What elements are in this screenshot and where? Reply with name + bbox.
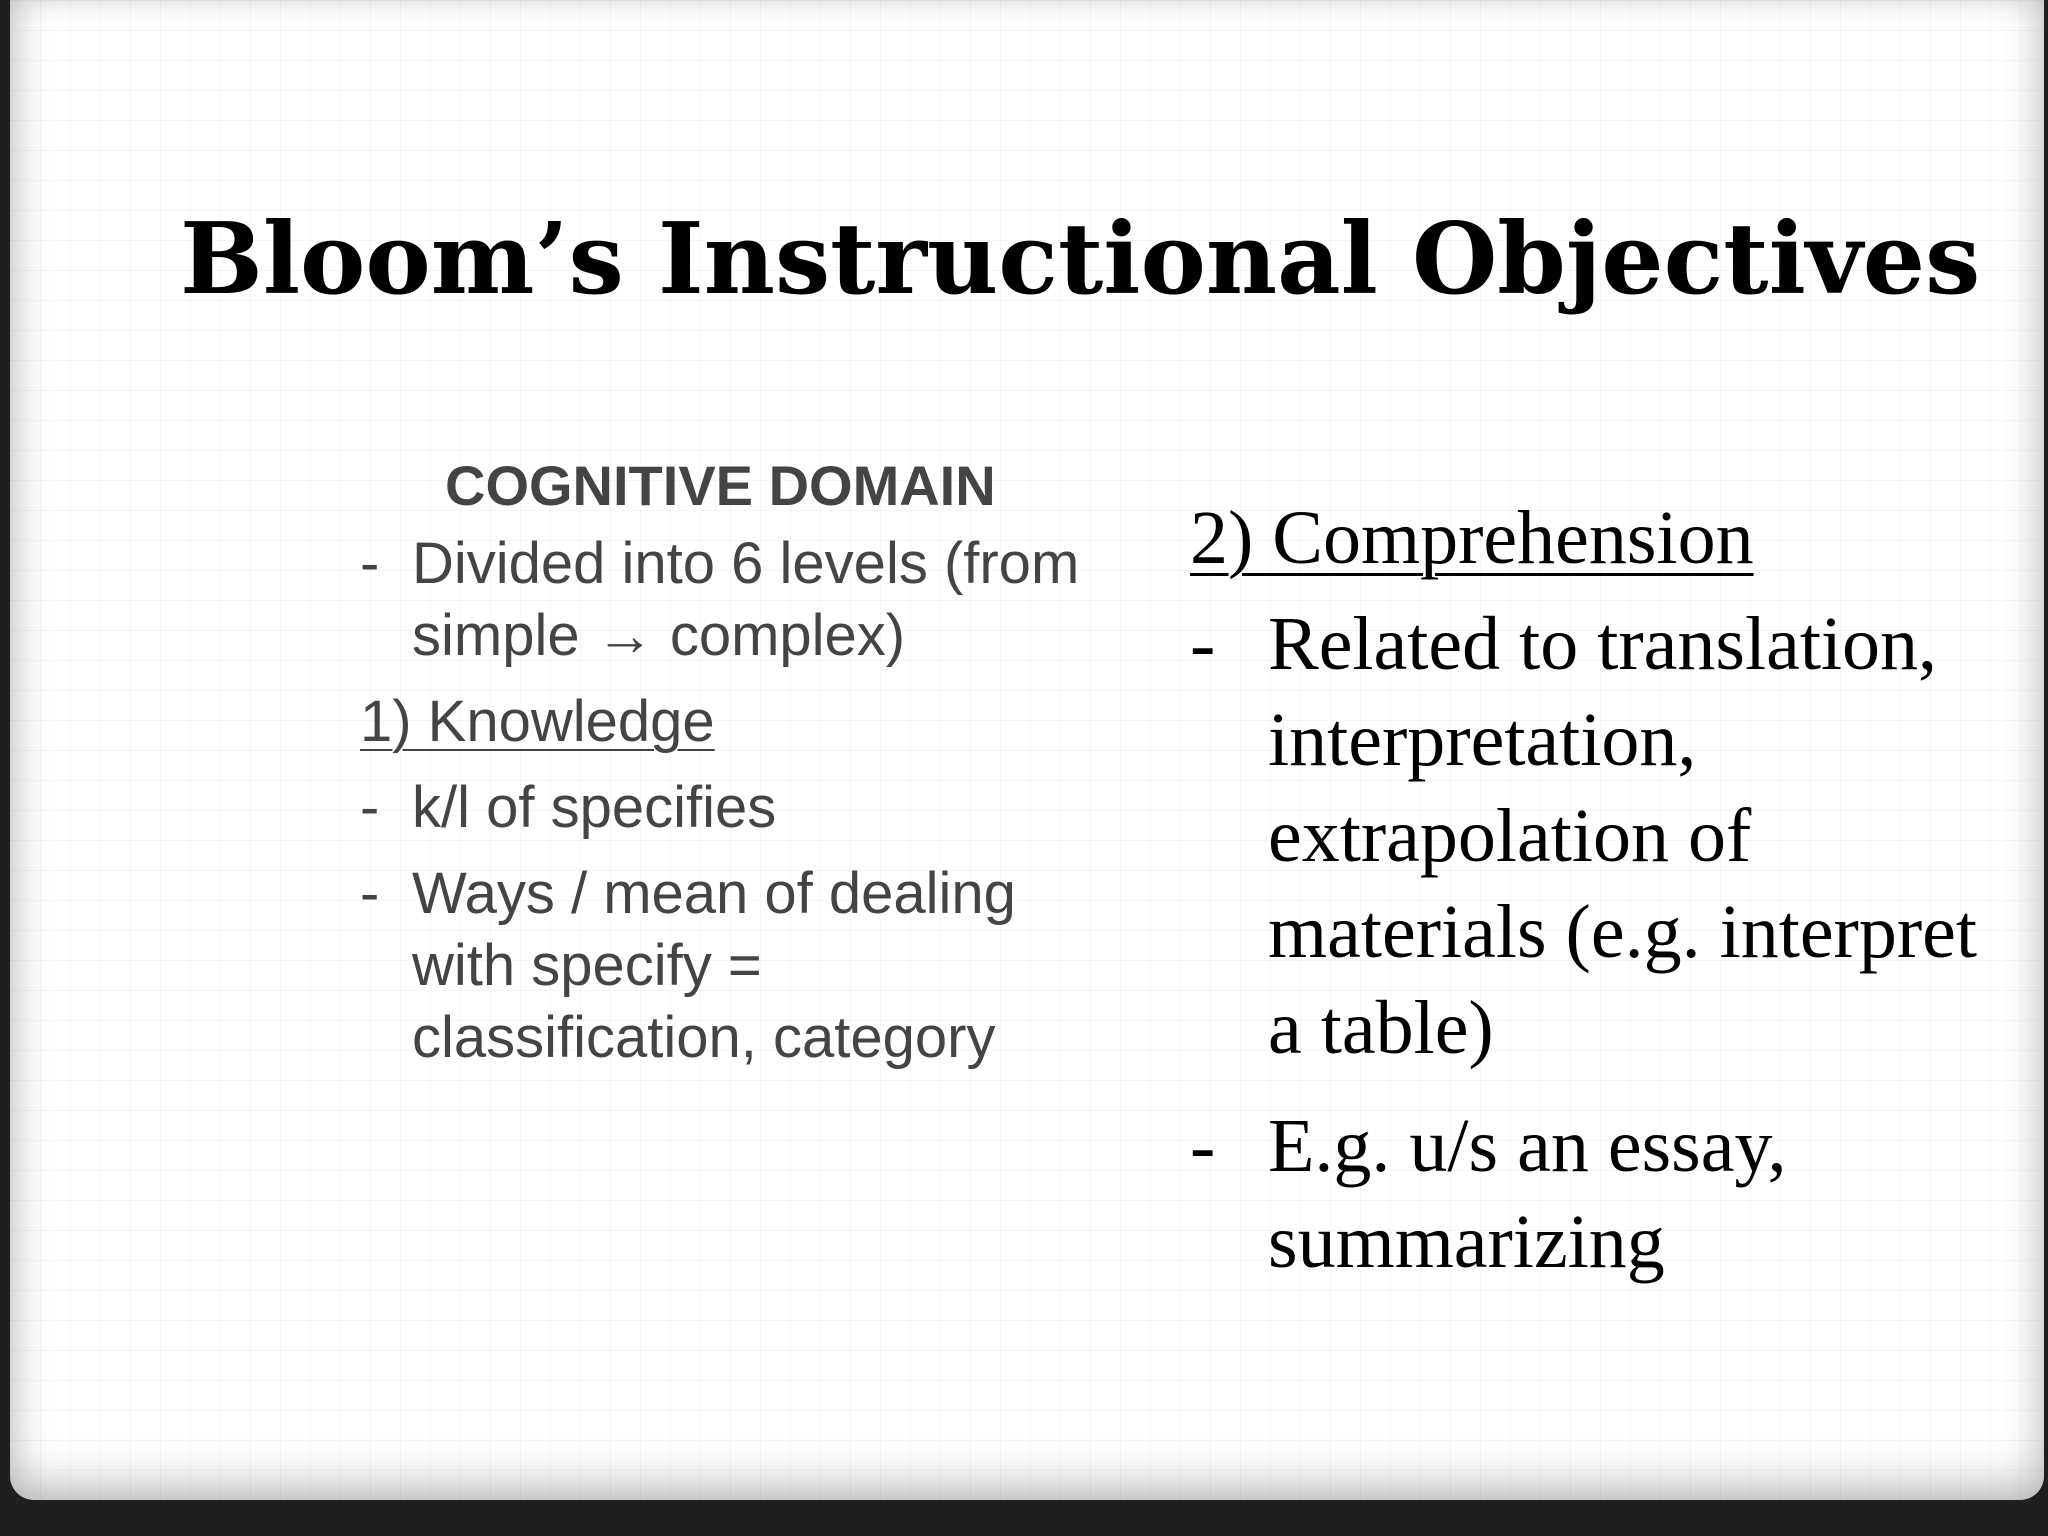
dash-bullet: - xyxy=(360,775,380,840)
list-item xyxy=(360,858,1120,1074)
left-column xyxy=(360,450,1120,1088)
comprehension-bullet-text: E.g. u/s an essay, summarizing xyxy=(1268,1104,1787,1284)
dash-bullet: - xyxy=(1190,1104,1216,1188)
cognitive-domain-heading: COGNITIVE DOMAIN xyxy=(445,454,996,517)
knowledge-bullet-text: Ways / mean of dealing with specify = classification, category xyxy=(412,861,1016,1070)
slide xyxy=(10,0,2044,1500)
knowledge-heading: 1) Knowledge xyxy=(360,689,715,754)
dash-bullet: - xyxy=(360,861,380,926)
comprehension-heading: 2) Comprehension xyxy=(1190,496,1754,580)
comprehension-bullet-text: Related to translation, interpretation, extrapolation of materials (e.g. interpret a table) xyxy=(1268,602,1978,1070)
list-item xyxy=(360,772,1120,844)
knowledge-bullet-text: k/l of specifies xyxy=(412,775,777,840)
list-item xyxy=(1190,1098,2010,1290)
right-column xyxy=(1190,490,2010,1312)
list-item xyxy=(360,528,1120,672)
dash-bullet: - xyxy=(1190,602,1216,686)
intro-bullet-text: Divided into 6 levels (from simple → complex) xyxy=(412,531,1080,668)
dash-bullet: - xyxy=(360,531,380,596)
slide-title: Bloom’s Instructional Objectives xyxy=(180,202,1981,317)
list-item xyxy=(1190,596,2010,1076)
